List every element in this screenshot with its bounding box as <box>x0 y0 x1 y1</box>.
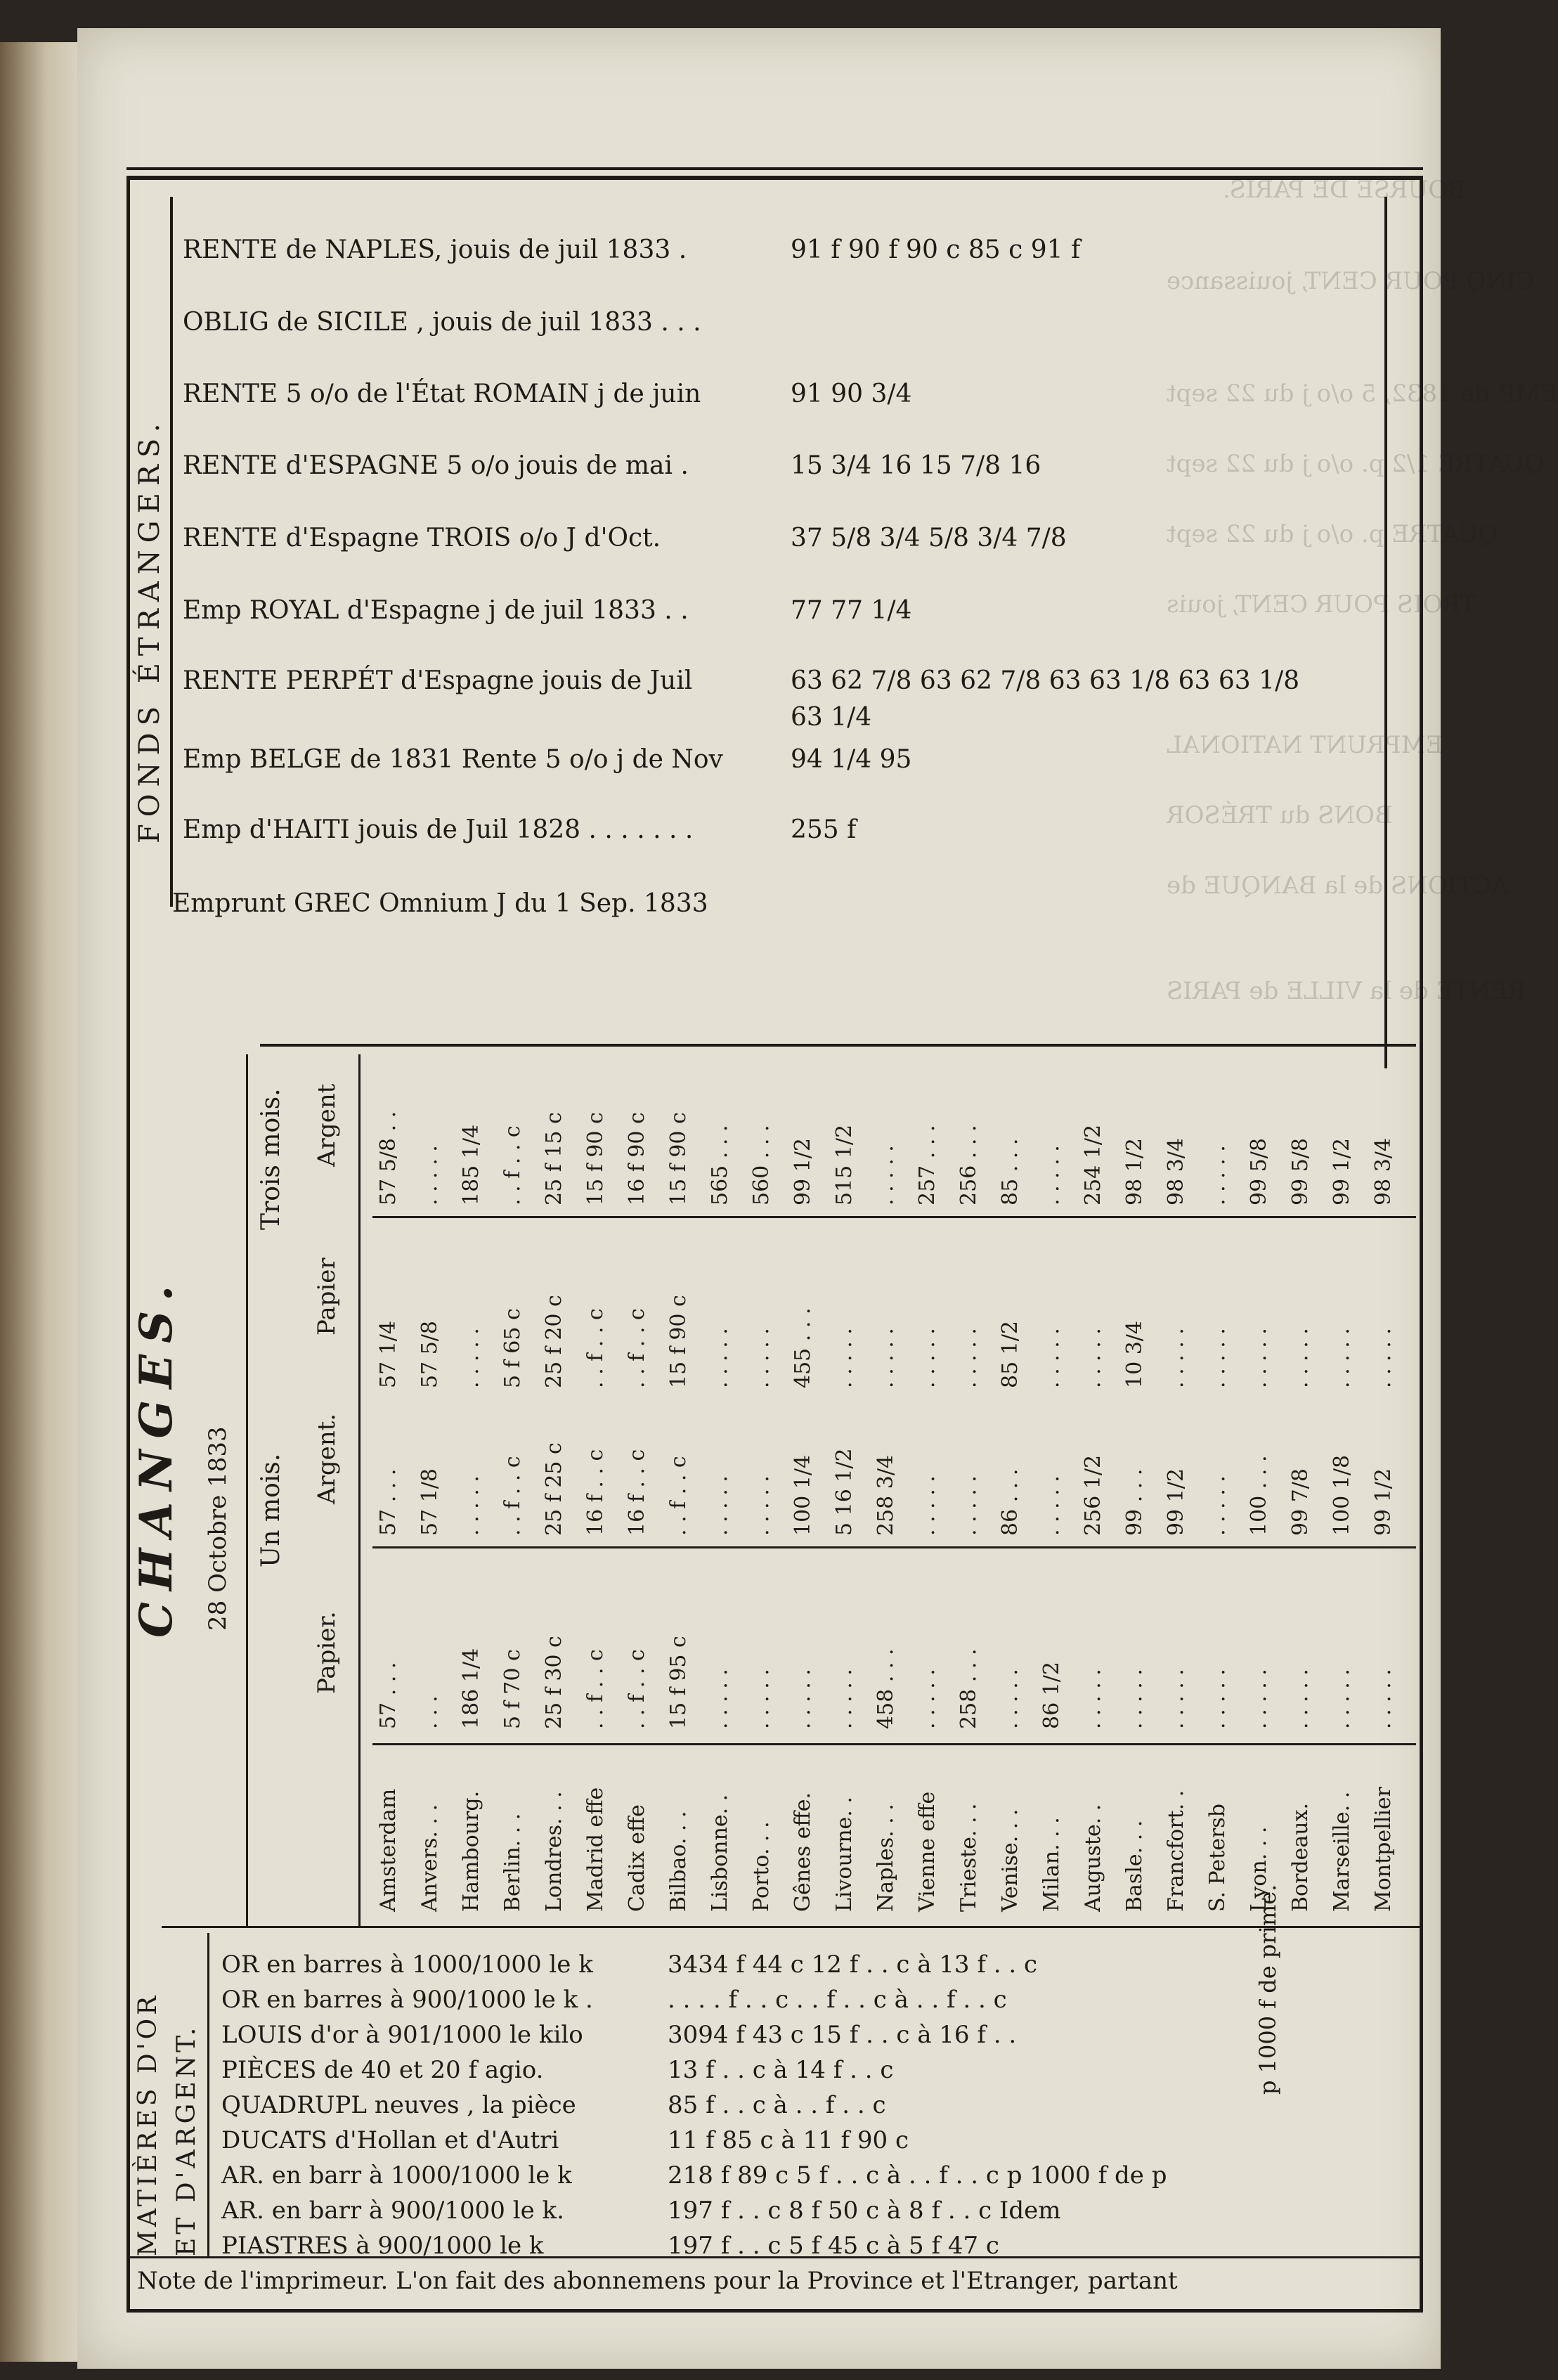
matieres-row-label: DUCATS d'Hollan et d'Autri <box>221 2126 559 2154</box>
argent-trois-value: 99 1/2 <box>791 1138 815 1205</box>
place-name: Londres. . . <box>542 1791 566 1912</box>
papier-trois-value: . . . . . <box>874 1328 898 1388</box>
argent-un-value: . . . . . <box>749 1475 774 1536</box>
papier-un-value: . . . . . <box>998 1669 1023 1729</box>
place-name: Lisbonne. . <box>708 1794 732 1912</box>
argent-un-value: . . . . . <box>956 1475 981 1536</box>
papier-trois-value: . . . . . <box>749 1328 774 1388</box>
argent-trois-value: 185 1/4 <box>459 1124 483 1205</box>
changes-inner-rule <box>358 1054 361 1926</box>
place-name: Madrid effe <box>583 1787 608 1912</box>
argent-trois-value: 99 1/2 <box>1330 1138 1354 1205</box>
papier-un-value: . . . . . <box>1164 1669 1188 1729</box>
papier-trois-value: . . . . . <box>459 1328 483 1388</box>
matieres-left-rule <box>207 1933 209 2256</box>
papier-un-value: . . . . . <box>1205 1669 1230 1729</box>
papier-un-value: 258 . . . <box>956 1648 981 1729</box>
place-name: Vienne effe <box>915 1791 940 1912</box>
papier-trois-value: . . . . . <box>832 1328 857 1388</box>
matieres-row-label: LOUIS d'or à 901/1000 le kilo <box>221 2021 583 2049</box>
fonds-row-label: Emp BELGE de 1831 Rente 5 o/o j de Nov <box>183 745 723 774</box>
place-name: Milan. . . <box>1039 1817 1064 1912</box>
place-name: Montpellier <box>1371 1787 1396 1912</box>
argent-trois-value: 15 f 90 c <box>666 1112 691 1205</box>
argent-un-value: . . . . . <box>915 1475 940 1536</box>
papier-un-value: 5 f 70 c <box>500 1649 525 1729</box>
papier-un-value: . . . . . <box>791 1669 815 1729</box>
changes-title: CHANGES. <box>130 1274 183 1638</box>
changes-mid-rule <box>372 1546 1416 1548</box>
fonds-row-values: 91 90 3/4 <box>791 380 912 408</box>
papier-un-value: 186 1/4 <box>459 1648 483 1729</box>
papier-un-value: . . . . . <box>915 1669 940 1729</box>
papier-trois-value: 455 . . . <box>791 1307 815 1388</box>
place-name: Lyon. . . <box>1247 1826 1271 1912</box>
printer-note: Note de l'imprimeur. L'on fait des abonnemens pour la Province et l'Etranger, partant <box>137 2267 1178 2295</box>
papier-un-value: . . . . . <box>1122 1669 1147 1729</box>
matieres-row-label: QUADRUPL neuves , la pièce <box>221 2091 576 2119</box>
argent-un-value: . . . . . <box>1205 1475 1230 1536</box>
argent-un-value: 99 7/8 <box>1288 1468 1313 1536</box>
papier-un-value: . . . . . <box>708 1669 732 1729</box>
changes-top-rule <box>260 1044 1416 1047</box>
place-name: Anvers. . . <box>417 1804 442 1912</box>
fonds-row-values: 63 62 7/8 63 62 7/8 63 63 1/8 63 63 1/8 <box>791 666 1300 695</box>
argent-un-value: 16 f . . c <box>625 1449 649 1536</box>
fonds-row-label: RENTE PERPÉT d'Espagne jouis de Juil <box>183 666 693 695</box>
fonds-row-label: OBLIG de SICILE , jouis de juil 1833 . . . <box>183 308 701 337</box>
papier-un-value: . . . <box>417 1695 442 1729</box>
place-name: Bordeaux. <box>1288 1802 1313 1912</box>
argent-trois-value: 99 5/8 <box>1288 1138 1313 1205</box>
fonds-row-values: 94 1/4 95 <box>791 745 912 774</box>
argent-trois-value: 560 . . . <box>749 1125 774 1205</box>
changes-left-rule <box>246 1054 248 1926</box>
place-name: Livourne. . <box>832 1797 857 1912</box>
papier-trois-value: . . . . . <box>1039 1328 1064 1388</box>
place-name: Naples. . . <box>874 1804 898 1912</box>
matieres-row-values: 197 f . . c 5 f 45 c à 5 f 47 c <box>668 2232 999 2260</box>
fonds-row-values: 91 f 90 f 90 c 85 c 91 f <box>791 235 1081 264</box>
argent-trois-value: 57 5/8 . . <box>376 1111 401 1205</box>
place-name: Basle. . . <box>1122 1820 1147 1912</box>
papier-trois-value: . . . . . <box>1247 1328 1271 1388</box>
matieres-row-label: PIÈCES de 40 et 20 f agio. <box>221 2056 544 2084</box>
matieres-row-values: 11 f 85 c à 11 f 90 c <box>668 2126 909 2154</box>
papier-un-value: . . . . . <box>1330 1669 1354 1729</box>
argent-un-value: 100 1/8 <box>1330 1454 1354 1536</box>
papier-trois-value: 57 1/4 <box>376 1321 401 1388</box>
argent-un-value: 5 16 1/2 <box>832 1448 857 1536</box>
matieres-row-label: AR. en barr à 1000/1000 le k <box>221 2161 572 2190</box>
argent-trois-value: . . . . . <box>1205 1145 1230 1205</box>
papier-un-value: 458 . . . <box>874 1648 898 1729</box>
fonds-row-label: RENTE de NAPLES, jouis de juil 1833 . <box>183 235 687 264</box>
papier-trois-header: Papier <box>313 1257 341 1335</box>
papier-un-value: . . . . . <box>832 1669 857 1729</box>
argent-un-value: 57 . . . <box>376 1468 401 1536</box>
fonds-row-label: Emp d'HAITI jouis de Juil 1828 . . . . . . . <box>183 815 694 844</box>
papier-trois-value: 25 f 20 c <box>542 1295 566 1388</box>
papier-un-value: 86 1/2 <box>1039 1662 1064 1729</box>
place-name: Amsterdam <box>376 1788 401 1912</box>
papier-trois-value: 5 f 65 c <box>500 1308 525 1388</box>
papier-trois-value: . . . . . <box>708 1328 732 1388</box>
fonds-row-values: 37 5/8 3/4 5/8 3/4 7/8 <box>791 524 1067 552</box>
place-name: S. Petersb <box>1205 1804 1230 1912</box>
papier-trois-value: . . . . . <box>1288 1328 1313 1388</box>
place-name: Hambourg. <box>459 1790 483 1912</box>
trois-mois-label: Trois mois. <box>257 1088 285 1230</box>
papier-trois-value: 57 5/8 <box>417 1321 442 1388</box>
place-name: Venise. . . <box>998 1809 1023 1912</box>
papier-un-value: 25 f 30 c <box>542 1636 566 1729</box>
fonds-row-values: 255 f <box>791 815 857 844</box>
papier-un-value: . . . . . <box>1247 1669 1271 1729</box>
bleed-through-text: BOURSE DE PARIS. CINQ POUR CENT, jouissance EMP. de 1832, 5 o/o j du 22 sept QUATRE 1/2 p. o/o j du 22 sept QUATRE p. o/o j du 22 sept TROIS POUR CENT, jouis EMPRUNT NATIONAL BONS du TRÉSOR ACTIONS de la BANQUE de RENTE de la VILLE de PARIS <box>1167 176 1558 1005</box>
argent-un-value: 100 . . . <box>1247 1455 1271 1536</box>
argent-trois-value: 98 3/4 <box>1164 1138 1188 1205</box>
papier-trois-value: . . . . . <box>956 1328 981 1388</box>
argent-un-value: . . . . . <box>459 1475 483 1536</box>
argent-un-value: . . . . . <box>1039 1475 1064 1536</box>
papier-un-value: . . . . . <box>1371 1669 1396 1729</box>
changes-end-rule <box>162 1926 1420 1928</box>
changes-bottom-rule <box>372 1743 1416 1745</box>
fonds-row-values: 15 3/4 16 15 7/8 16 <box>791 451 1041 480</box>
argent-trois-value: . . . . . <box>1039 1145 1064 1205</box>
argent-trois-value: 256 . . . <box>956 1125 981 1205</box>
un-mois-label: Un mois. <box>257 1453 285 1567</box>
book-edge <box>0 42 77 2362</box>
matieres-row-values: 13 f . . c à 14 f . . c <box>668 2056 894 2084</box>
fonds-row-label: Emprunt GREC Omnium J du 1 Sep. 1833 <box>172 889 708 918</box>
argent-un-value: 16 f . . c <box>583 1449 608 1536</box>
place-name: Gênes effe. <box>791 1792 815 1912</box>
place-name: Francfort. . <box>1164 1790 1188 1912</box>
papier-trois-value: 85 1/2 <box>998 1321 1023 1388</box>
matieres-row-values: 85 f . . c à . . f . . c <box>668 2091 886 2119</box>
matieres-row-values: 218 f 89 c 5 f . . c à . . f . . c p 1000 f de p <box>668 2161 1167 2190</box>
papier-un-value: . . . . . <box>1288 1669 1313 1729</box>
argent-trois-value: . . . . . <box>417 1145 442 1205</box>
fonds-row-label: RENTE d'ESPAGNE 5 o/o jouis de mai . <box>183 451 689 480</box>
argent-un-value: 86 . . . <box>998 1468 1023 1536</box>
argent-trois-value: 15 f 90 c <box>583 1112 608 1205</box>
fonds-right-rule <box>1384 197 1387 1068</box>
papier-trois-value: . . . . . <box>1371 1328 1396 1388</box>
argent-trois-value: 257 . . . <box>915 1125 940 1205</box>
argent-trois-value: 99 5/8 <box>1247 1138 1271 1205</box>
papier-un-value: 57 . . . <box>376 1662 401 1729</box>
argent-trois-value: . . f . . c <box>500 1125 525 1205</box>
argent-un-value: 99 1/2 <box>1371 1468 1396 1536</box>
place-name: Trieste. . . <box>956 1803 981 1912</box>
papier-trois-value: . . . . . <box>1205 1328 1230 1388</box>
place-name: Auguste. . <box>1081 1804 1105 1912</box>
changes-sub-rule <box>372 1216 1416 1218</box>
fonds-section-title: FONDS ÉTRANGERS. <box>134 416 166 843</box>
papier-trois-value: . . f . . c <box>625 1308 649 1388</box>
fonds-row-label: RENTE d'Espagne TROIS o/o J d'Oct. <box>183 524 661 552</box>
argent-trois-header: Argent <box>313 1083 341 1167</box>
matieres-row-values: 3094 f 43 c 15 f . . c à 16 f . . <box>668 2021 1017 2049</box>
matieres-row-values: 197 f . . c 8 f 50 c à 8 f . . c Idem <box>668 2197 1061 2225</box>
argent-un-value: 25 f 25 c <box>542 1442 566 1536</box>
matieres-row-label: OR en barres à 900/1000 le k . <box>221 1986 593 2014</box>
argent-un-value: . . . . . <box>708 1475 732 1536</box>
argent-trois-value: 254 1/2 <box>1081 1124 1105 1205</box>
matieres-brace-note: p 1000 f de prime. <box>1254 1884 1281 2095</box>
argent-trois-value: 565 . . . <box>708 1125 732 1205</box>
fonds-row-values: 63 1/4 <box>791 703 872 732</box>
papier-trois-value: . . . . . <box>915 1328 940 1388</box>
argent-trois-value: 16 f 90 c <box>625 1112 649 1205</box>
papier-un-value: . . . . . <box>749 1669 774 1729</box>
argent-trois-value: 98 3/4 <box>1371 1138 1396 1205</box>
papier-trois-value: . . . . . <box>1081 1328 1105 1388</box>
papier-trois-value: 15 f 90 c <box>666 1295 691 1388</box>
place-name: Marseille. . <box>1330 1791 1354 1912</box>
argent-trois-value: 515 1/2 <box>832 1124 857 1205</box>
papier-trois-value: . . . . . <box>1330 1328 1354 1388</box>
place-name: Berlin. . . <box>500 1813 525 1912</box>
page <box>77 28 1558 2369</box>
papier-trois-value: 10 3/4 <box>1122 1321 1147 1388</box>
matieres-row-values: . . . . f . . c . . f . . c à . . f . . c <box>668 1986 1007 2014</box>
fonds-row-label: RENTE 5 o/o de l'État ROMAIN j de juin <box>183 380 701 408</box>
argent-un-value: 256 1/2 <box>1081 1454 1105 1536</box>
matieres-title-1: MATIÈRES D'OR <box>134 1992 162 2256</box>
argent-un-value: 258 3/4 <box>874 1454 898 1536</box>
papier-un-value: . . f . . c <box>625 1649 649 1729</box>
papier-un-value: . . f . . c <box>583 1649 608 1729</box>
changes-date: 28 Octobre 1833 <box>204 1426 232 1631</box>
matieres-row-values: 3434 f 44 c 12 f . . c à 13 f . . c <box>668 1951 1038 1979</box>
argent-un-value: 99 . . . <box>1122 1468 1147 1536</box>
fonds-left-rule <box>170 197 173 907</box>
argent-trois-value: 98 1/2 <box>1122 1138 1147 1205</box>
argent-un-value: 57 1/8 <box>417 1468 442 1536</box>
argent-trois-value: 85 . . . <box>998 1138 1023 1205</box>
papier-un-header: Papier. <box>313 1611 341 1694</box>
argent-un-header: Argent. <box>313 1413 341 1504</box>
argent-un-value: 99 1/2 <box>1164 1468 1188 1536</box>
papier-trois-value: . . f . . c <box>583 1308 608 1388</box>
matieres-title-2: ET D'ARGENT. <box>172 2024 201 2256</box>
matieres-row-label: OR en barres à 1000/1000 le k <box>221 1951 593 1979</box>
argent-un-value: 100 1/4 <box>791 1454 815 1536</box>
place-name: Bilbao. . . <box>666 1811 691 1912</box>
argent-trois-value: . . . . . <box>874 1145 898 1205</box>
papier-un-value: . . . . . <box>1081 1669 1105 1729</box>
matieres-bottom-rule <box>126 2256 1420 2258</box>
argent-un-value: . . f . . c <box>500 1456 525 1536</box>
papier-un-value: 15 f 95 c <box>666 1636 691 1729</box>
matieres-row-label: AR. en barr à 900/1000 le k. <box>221 2197 564 2225</box>
place-name: Porto. . . <box>749 1821 774 1912</box>
argent-un-value: . . f . . c <box>666 1456 691 1536</box>
fonds-row-label: Emp ROYAL d'Espagne j de juil 1833 . . <box>183 596 689 625</box>
fonds-row-values: 77 77 1/4 <box>791 596 912 625</box>
papier-trois-value: . . . . . <box>1164 1328 1188 1388</box>
matieres-row-label: PIASTRES à 900/1000 le k <box>221 2232 544 2260</box>
argent-trois-value: 25 f 15 c <box>542 1112 566 1205</box>
place-name: Cadix effe <box>625 1804 649 1912</box>
